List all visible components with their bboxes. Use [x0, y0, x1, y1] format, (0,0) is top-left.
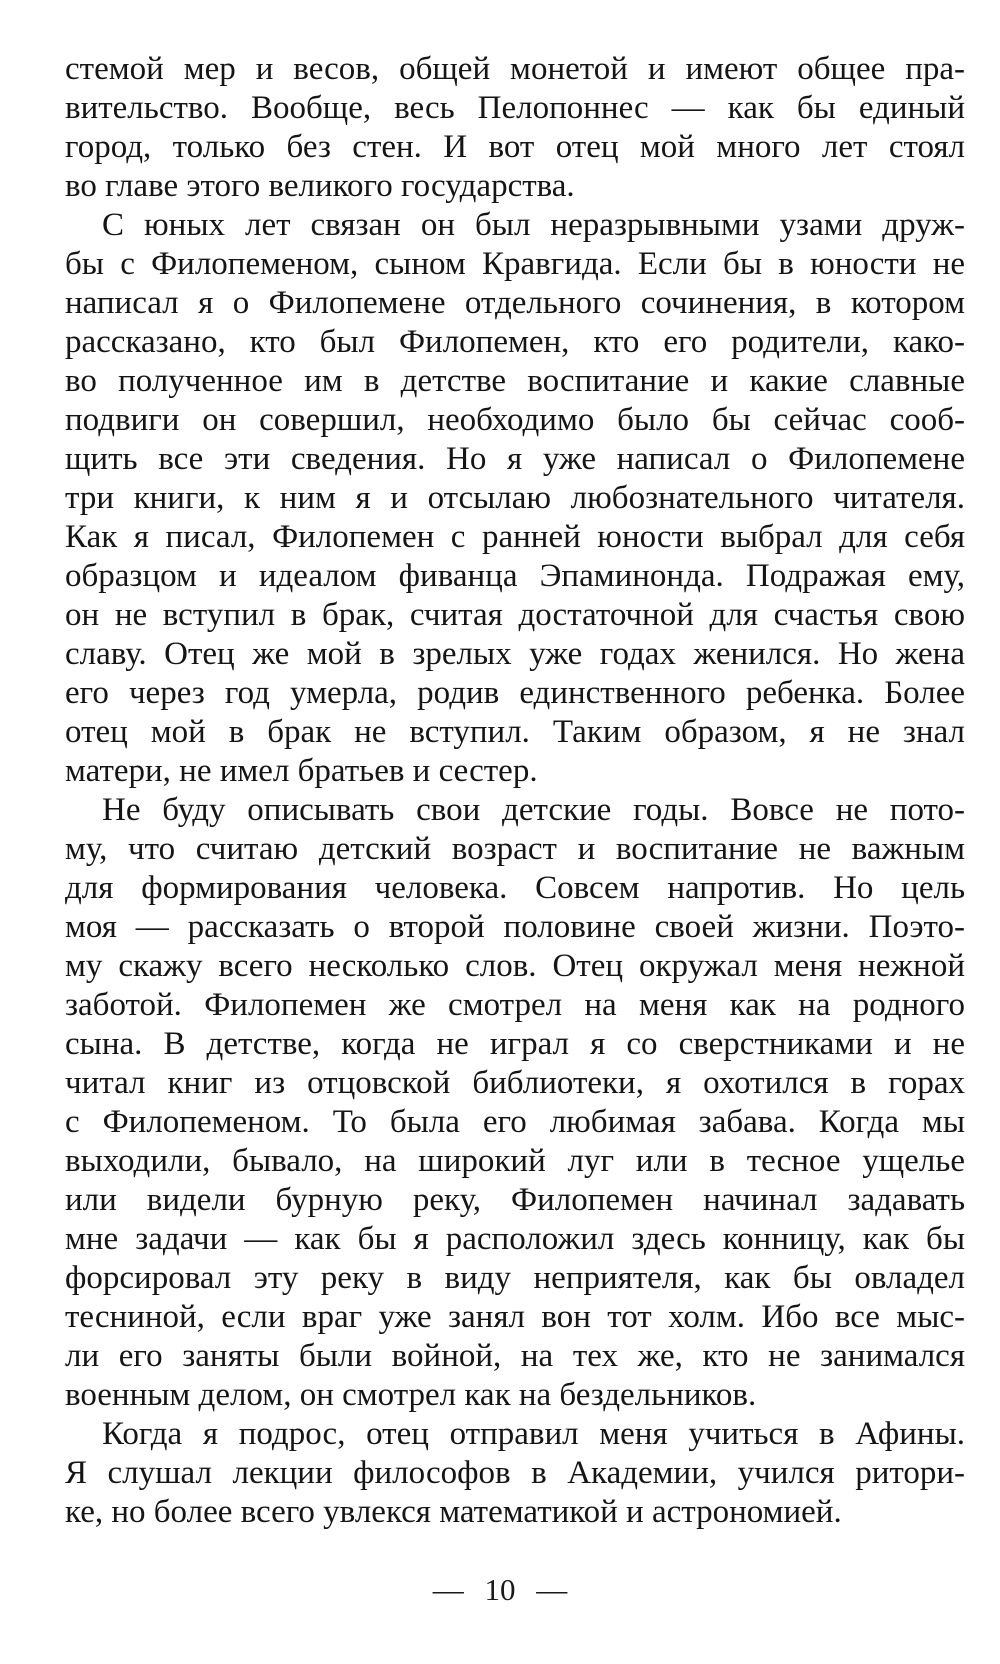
text-line: заботой. Филопемен же смотрел на меня как на родного [65, 987, 965, 1023]
paragraph [65, 1415, 965, 1532]
text-line: его через год умерла, родив единственного ребенка. Более [65, 675, 965, 711]
text-line: вительство. Вообще, весь Пелопоннес — как бы единый [65, 90, 965, 126]
text-line: моя — рассказать о второй половине своей жизни. Поэто- [65, 909, 965, 945]
text-line: город, только без стен. И вот отец мой много лет стоял [65, 129, 965, 165]
text-line: Я слушал лекции философов в Академии, учился ритори- [65, 1455, 965, 1491]
text-line: образцом и идеалом фиванца Эпаминонда. Подражая ему, [65, 558, 965, 594]
page-text [65, 50, 965, 1532]
text-line: мне задачи — как бы я расположил здесь конницу, как бы [65, 1221, 965, 1257]
text-line: во полученное им в детстве воспитание и какие славные [65, 363, 965, 399]
text-line: для формирования человека. Совсем напротив. Но цель [65, 870, 965, 906]
text-line: матери, не имел братьев и сестер. [65, 753, 538, 789]
text-line: С юных лет связан он был неразрывными узами друж- [102, 207, 965, 243]
page-number: — 10 — [432, 1572, 568, 1607]
text-line: подвиги он совершил, необходимо было бы сейчас сооб- [65, 402, 965, 438]
text-line: Не буду описывать свои детские годы. Вовсе не пото- [102, 792, 965, 828]
text-line: написал я о Филопемене отдельного сочинения, в котором [65, 285, 965, 321]
text-line: му скажу всего несколько слов. Отец окружал меня нежной [65, 948, 965, 984]
text-line: ли его заняты были войной, на тех же, кто не занимался [65, 1338, 965, 1374]
text-line: сына. В детстве, когда не играл я со сверстниками и не [65, 1026, 965, 1062]
text-line: с Филопеменом. То была его любимая забава. Когда мы [65, 1104, 965, 1140]
text-line: форсировал эту реку в виду неприятеля, как бы овладел [65, 1260, 965, 1296]
text-line: он не вступил в брак, считая достаточной для счастья свою [65, 597, 965, 633]
text-line: тесниной, если враг уже занял вон тот холм. Ибо все мыс- [65, 1299, 965, 1335]
text-line: или видели бурную реку, Филопемен начинал задавать [65, 1182, 965, 1218]
text-line: му, что считаю детский возраст и воспитание не важным [65, 831, 965, 867]
text-line: Когда я подрос, отец отправил меня учиться в Афины. [102, 1416, 965, 1452]
text-line: во главе этого великого государства. [65, 168, 575, 204]
text-line: отец мой в брак не вступил. Таким образом, я не знал [65, 714, 965, 750]
paragraph [65, 791, 965, 1415]
text-line: славу. Отец же мой в зрелых уже годах женился. Но жена [65, 636, 965, 672]
text-line: три книги, к ним я и отсылаю любознательного читателя. [65, 480, 965, 516]
paragraph [65, 50, 965, 206]
text-line: рассказано, кто был Филопемен, кто его родители, како- [65, 324, 965, 360]
text-line: стемой мер и весов, общей монетой и имеют общее пра- [65, 51, 965, 87]
text-line: ке, но более всего увлекся математикой и астрономией. [65, 1494, 842, 1530]
text-line: Как я писал, Филопемен с ранней юности выбрал для себя [65, 519, 965, 555]
text-line: военным делом, он смотрел как на бездельников. [65, 1377, 757, 1413]
text-line: бы с Филопеменом, сыном Кравгида. Если бы в юности не [65, 246, 965, 282]
text-line: читал книг из отцовской библиотеки, я охотился в горах [65, 1065, 965, 1101]
text-line: выходили, бывало, на широкий луг или в тесное ущелье [65, 1143, 965, 1179]
paragraph [65, 206, 965, 791]
text-line: щить все эти сведения. Но я уже написал о Филопемене [65, 441, 965, 477]
